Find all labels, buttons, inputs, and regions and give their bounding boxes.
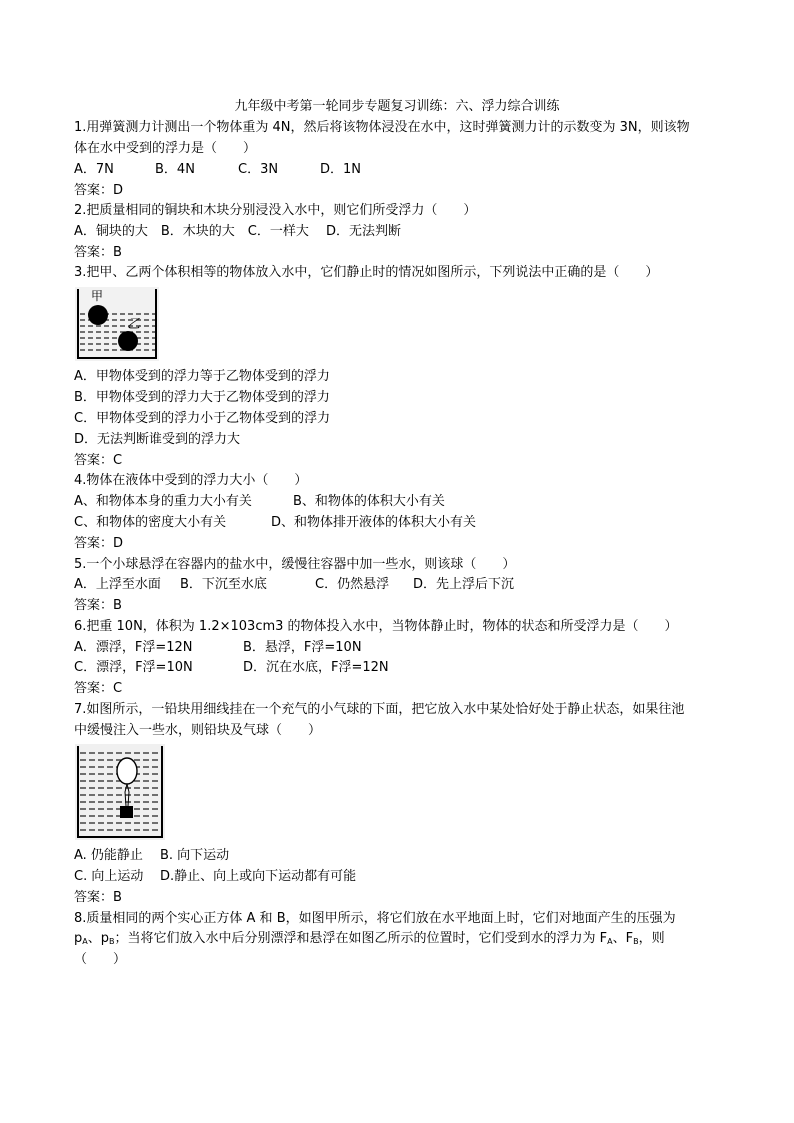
q7-figure-container <box>75 744 165 840</box>
q6-stem: 6.把重 10N，体积为 1.2×103cm3 的物体投入水中，当物体静止时，物体的状态和所受浮力是（ ） <box>74 619 678 634</box>
q7-option-a: A. 仍能静止 <box>74 848 143 863</box>
q5-option-b: B．下沉至水底 <box>180 577 267 592</box>
q1-option-d: D．1N <box>320 162 362 177</box>
q2-stem: 2.把质量相同的铜块和木块分别浸没入水中，则它们所受浮力（ ） <box>74 203 477 218</box>
q5-option-c: C．仍然悬浮 <box>315 577 390 592</box>
q6-option-c: C．漂浮，F浮=10N <box>74 660 193 675</box>
q8-sub-fa: A <box>607 937 613 946</box>
q7-stem-line1: 7.如图所示，一铅块用细线挂在一个充气的小气球的下面，把它放入水中某处恰好处于静止状态，如果往池 <box>74 702 685 717</box>
q3-label-jia: 甲 <box>91 289 104 303</box>
q3-option-a: A．甲物体受到的浮力等于乙物体受到的浮力 <box>74 369 330 384</box>
q2-options: A．铜块的大 B．木块的大 C．一样大 D．无法判断 <box>74 224 402 239</box>
q1-answer: 答案：D <box>74 183 124 198</box>
q5-stem: 5.一个小球悬浮在容器内的盐水中，缓慢往容器中加一些水，则该球（ ） <box>74 557 516 572</box>
q8-sub-fb: B <box>633 937 639 946</box>
q8-stem-line2 <box>74 930 665 951</box>
q4-option-d: D、和物体排开液体的体积大小有关 <box>271 515 477 530</box>
q3-option-c: C．甲物体受到的浮力小于乙物体受到的浮力 <box>74 411 331 426</box>
q7-option-b: B. 向下运动 <box>160 848 230 863</box>
q3-figure-container <box>75 287 159 361</box>
q7-figure-background <box>75 744 165 840</box>
q1-option-c: C．3N <box>238 162 279 177</box>
q3-stem: 3.把甲、乙两个体积相等的物体放入水中，它们静止时的情况如图所示，下列说法中正确的是（ ） <box>74 265 659 280</box>
q8-text-end: ，则 <box>638 931 665 946</box>
q3-answer: 答案：C <box>74 453 123 468</box>
page-title: 九年级中考第一轮同步专题复习训练：六、浮力综合训练 <box>234 99 560 114</box>
q8-text-middle: ；当将它们放入水中后分别漂浮和悬浮在如图乙所示的位置时，它们受到水的浮力为 F <box>114 931 608 946</box>
q1-stem-line1: 1.用弹簧测力计测出一个物体重为 4N，然后将该物体浸没在水中，这时弹簧测力计的示数变为 3N，则该物 <box>74 120 690 135</box>
q8-text-pb: 、p <box>87 931 110 946</box>
q3-option-b: B．甲物体受到的浮力大于乙物体受到的浮力 <box>74 390 330 405</box>
q5-option-d: D．先上浮后下沉 <box>413 577 515 592</box>
q6-answer: 答案：C <box>74 681 123 696</box>
q7-lead-block <box>120 806 133 818</box>
q2-answer: 答案：B <box>74 245 122 260</box>
q5-option-a: A．上浮至水面 <box>74 577 161 592</box>
q4-answer: 答案：D <box>74 536 124 551</box>
q7-stem-line2: 中缓慢注入一些水，则铅块及气球（ ） <box>74 723 322 738</box>
q6-option-d: D．沉在水底，F浮=12N <box>243 660 389 675</box>
q5-answer: 答案：B <box>74 598 122 613</box>
q8-sub-b: B <box>109 937 115 946</box>
q3-option-d: D．无法判断谁受到的浮力大 <box>74 432 241 447</box>
q6-option-a: A．漂浮，F浮=12N <box>74 640 193 655</box>
q1-stem-line2: 体在水中受到的浮力是（ ） <box>74 141 257 156</box>
q8-stem-line1: 8.质量相同的两个实心正方体 A 和 B，如图甲所示，将它们放在水平地面上时，它们对地面产生的压强为 <box>74 911 676 926</box>
q4-option-c: C、和物体的密度大小有关 <box>74 515 227 530</box>
q7-option-d: D.静止、向上或向下运动都有可能 <box>160 869 357 884</box>
q8-text-fb: 、F <box>612 931 634 946</box>
q1-option-a: A．7N <box>74 162 114 177</box>
q8-text-p: p <box>74 931 83 946</box>
q3-object-jia <box>88 305 108 325</box>
q4-option-a: A、和物体本身的重力大小有关 <box>74 494 252 509</box>
q4-option-b: B、和物体的体积大小有关 <box>293 494 445 509</box>
q1-option-b: B．4N <box>155 162 195 177</box>
q7-option-c: C. 向上运动 <box>74 869 144 884</box>
q8-stem-line3: （ ） <box>74 952 127 967</box>
q8-sub-a: A <box>82 937 88 946</box>
q7-answer: 答案：B <box>74 890 122 905</box>
q3-object-yi <box>118 331 138 351</box>
q7-balloon <box>117 758 137 784</box>
q3-label-yi: 乙 <box>127 317 141 332</box>
q6-option-b: B．悬浮，F浮=10N <box>243 640 362 655</box>
q4-stem: 4.物体在液体中受到的浮力大小（ ） <box>74 473 308 488</box>
